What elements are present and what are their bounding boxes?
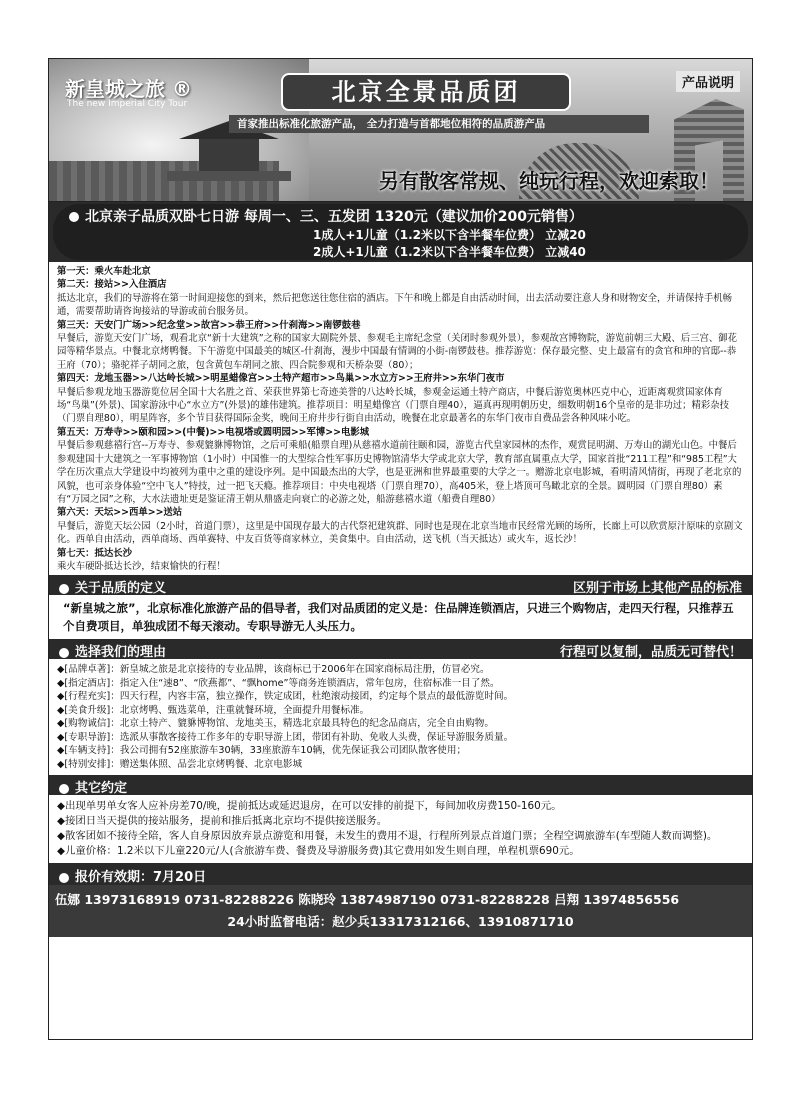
bullet-icon — [59, 784, 69, 794]
quality-definition: “新皇城之旅”，北京标准化旅游产品的倡导者，我们对品质团的定义是：住品牌连锁酒店，只进三个购物店，走四天行程，只推荐五个自费项目，单独成团不每天滚动。专职导游无人头压力。 — [63, 601, 734, 634]
reason-item: ◆[购物诚信]：北京土特产、貔貅博物馆、龙地美玉，精选北京最具特色的纪念品商店，完全自由购物。 — [57, 718, 494, 730]
reason-item: ◆[美食升级]：北京烤鸭、甄选菜单，注重就餐环境，全面提升用餐标准。 — [57, 704, 370, 716]
reason-item: ◆[车辆支持]：我公司拥有52座旅游车30辆，33座旅游车10辆，优先保证我公司团队散客使用； — [57, 745, 467, 757]
reasons-title — [59, 641, 166, 660]
term-item: ◆接团日当天提供的接站服务，提前和推后抵离北京均不提供接送服务。 — [57, 815, 388, 828]
flyer — [48, 58, 753, 1040]
other-section-bar — [49, 775, 752, 795]
brand-logo: 新皇城之旅 ® — [65, 77, 192, 101]
reason-item: ◆[品牌卓著]：新皇城之旅是北京接待的专业品牌，该商标已于2006年在国家商标局注册，仿冒必究。 — [57, 664, 490, 676]
reasons-section-bar — [49, 639, 752, 659]
brand-english: The new Imperial City Tour — [67, 99, 188, 109]
term-item: ◆散客团如不接待全陪，客人自身原因放弃景点游览和用餐，未发生的费用不退，行程所列景点首道门票；全程空调旅游车(车型随人数而调整)。 — [57, 830, 718, 843]
other-title-text: 其它约定 — [75, 781, 128, 797]
itinerary-text: 抵达北京，我们的导游将在第一时间迎接您的到来，然后把您送往您住宿的酒店。下午和晚上都是自由活动时间，出去活动要注意人身和财物安全，并请保持手机畅通，需要帮助请咨询接站的导游或前台服务员。 — [57, 292, 733, 318]
itinerary — [49, 262, 752, 575]
promo-text: 另有散客常规、纯玩行程，欢迎索取！ — [379, 169, 719, 193]
bullet-icon — [59, 648, 69, 658]
term-item: ◆儿童价格：1.2米以下儿童220元/人(含旅游车费、餐费及导游服务费)其它费用如发生则自理，单程机票690元。 — [57, 845, 580, 858]
itinerary-day: 第五天：万寿寺>>颐和园>>(中餐)>>电视塔或圆明园>>军博>>电影城 — [57, 426, 370, 438]
itinerary-day: 第三天：天安门广场>>纪念堂>>故宫>>恭王府>>什刹海>>南锣鼓巷 — [57, 319, 361, 331]
reason-item: ◆[指定酒店]：指定入住“速8”、“欣燕都”、“飘home”等商务连锁酒店，常年包房，住宿标准一目了然。 — [57, 677, 500, 689]
itinerary-day: 第二天：接站>>入住酒店 — [57, 279, 167, 291]
supervision-hotline: 24小时监督电话：赵少兵13317312166、13910871710 — [227, 914, 574, 930]
tour-name-price: 北京亲子品质双卧七日游 每周一、三、五发团 1320元（建议加价200元销售） — [85, 209, 583, 225]
term-item: ◆出现单男单女客人应补房差70/晚，提前抵达或延迟退房，在可以安排的前提下，每间加收房费150-160元。 — [57, 800, 562, 813]
itinerary-text: 早餐后，游览天安门广场，观看北京“新十大建筑”之称的国家大剧院外景、参观毛主席纪念堂（关闭时参观外景），参观故宫博物院，游览前朝三大殿、后三宫、御花园等精华景点。中餐北京烤鸭餐。下午游览中国最美的城区-什刹海，漫步中国最有情调的小街-南锣鼓巷。推荐游览：保存最完整、史上最富有的贪官和珅的官邸--恭王府（70）；骆驼祥子胡同之旅，包含黄包车胡同之旅、四合院参观和天桥杂耍（80）； — [57, 333, 738, 371]
itinerary-day: 第一天：乘火车赴北京 — [57, 266, 151, 277]
quality-right: 区别于市场上其他产品的标准 — [572, 581, 742, 597]
bullet-icon — [69, 212, 79, 222]
itinerary-day: 第七天：抵达长沙 — [57, 547, 133, 559]
tour-line-1 — [69, 206, 583, 226]
temple-of-heaven-base — [167, 171, 291, 181]
reasons-list — [49, 659, 752, 775]
itinerary-text: 早餐后，游览天坛公园（2小时，首道门票），这里是中国现存最大的古代祭祀建筑群、同时也是现在北京当地市民经常光顾的场所，长廊上可以欣赏原汁原味的京剧文化。西单自由活动，西单商场、西单赛特、中友百货等商家林立，美食集中。自由活动，送飞机（当天抵达）或火车，返长沙！ — [57, 520, 743, 546]
header-banner — [49, 59, 752, 202]
itinerary-text: 早餐后参观慈禧行宫--万寿寺、参观貔貅博物馆，之后可乘船(船票自理)从慈禧水道前往颐和园，游览古代皇家园林的杰作，观赏昆明湖、万寿山的湖光山色。中餐后参观建国十大建筑之一军事博物馆（1小时）中国惟一的大型综合性军事历史博物馆清华大学或北京大学，教育部直属重点大学，国家首批“211工程”和“985工程”大学在历次重点大学建设中均被列为重中之重的建设序列。是中国最杰出的大学，也是亚洲和世界最重要的大学之一。赠游北京电影城，看明清风情街，再现了老北京的风貌，也可亲身体验“空中飞人”特技，过一把飞天瘾。推荐项目：中央电视塔（门票自理70），高405米，登上塔顶可鸟瞰北京的全景。圆明园（门票自理80）素有“万园之园”之称，大水法遗址更是鉴证清王朝从鼎盛走向衰亡的必游之处，船游慈禧水道（船费自理80） — [57, 440, 742, 505]
validity-bar — [49, 863, 752, 885]
itinerary-day: 第六天：天坛>>西单>>送站 — [57, 507, 183, 519]
temple-of-heaven-body — [199, 139, 259, 173]
quality-title — [59, 577, 166, 596]
tour-line-3: 2成人+1儿童（1.2米以下含半餐车位费） 立减40 — [313, 245, 586, 259]
tour-header — [49, 202, 752, 262]
contact-footer — [49, 885, 752, 937]
product-tag: 产品说明 — [676, 71, 740, 92]
itinerary-text: 乘火车硬卧抵达长沙，结束愉快的行程！ — [57, 560, 226, 572]
reasons-title-text: 选择我们的理由 — [75, 645, 167, 661]
other-terms — [49, 795, 752, 863]
reason-item: ◆[专职导游]：选派从事散客接待工作多年的专职导游上团，带团有补助、免收人头费，保证导游服务质量。 — [57, 731, 514, 743]
itinerary-day: 第四天：龙地玉器>>八达岭长城>>明星蜡像宫>>土特产超市>>鸟巢>>水立方>>王府井>>东华门夜市 — [57, 373, 505, 385]
bullet-icon — [59, 873, 69, 883]
quality-title-text: 关于品质的定义 — [75, 581, 167, 597]
reason-item: ◆[行程充实]：四天行程，内容丰富，独立操作，铁定成团，杜绝滚动接团，约定每个景点的最低游览时间。 — [57, 691, 514, 703]
other-title — [59, 777, 127, 796]
validity-text: 报价有效期：7月20日 — [75, 870, 207, 886]
tour-line-2: 1成人+1儿童（1.2米以下含半餐车位费） 立减20 — [313, 228, 586, 242]
quality-section-bar — [49, 575, 752, 595]
page-title: 北京全景品质团 — [281, 73, 571, 111]
itinerary-text: 早餐后参观龙地玉器游览位居全国十大名胜之首、荣获世界第七奇迹美誉的八达岭长城，参观金运通土特产商店，中餐后游览奥林匹克中心，近距离观赏国家体育场“鸟巢”(外景)、国家游泳中心“水立方”(外景)的雄伟建筑。推荐项目：明星蜡像宫（门票自理40），逼真再现明朝历史，细数明朝16个皇帝的是非功过；精彩杂技（门票自理80），明星阵容，多个节目获得国际金奖，晚间王府井步行街自由活动，晚餐在北京最著名的东华门夜市自费品尝各种风味小吃。 — [57, 386, 729, 425]
reason-item: ◆[特别安排]：赠送集体照、品尝北京烤鸭餐、北京电影城 — [57, 758, 303, 770]
contact-phones: 伍娜 13973168919 0731-82288226 陈晓玲 13874987190 0731-82288228 吕翔 13974856556 — [55, 892, 680, 908]
bullet-icon — [59, 584, 69, 594]
tagline: 首家推出标准化旅游产品， 全力打造与首都地位相符的品质游产品 — [229, 115, 649, 133]
reasons-right: 行程可以复制，品质无可替代！ — [559, 645, 742, 661]
